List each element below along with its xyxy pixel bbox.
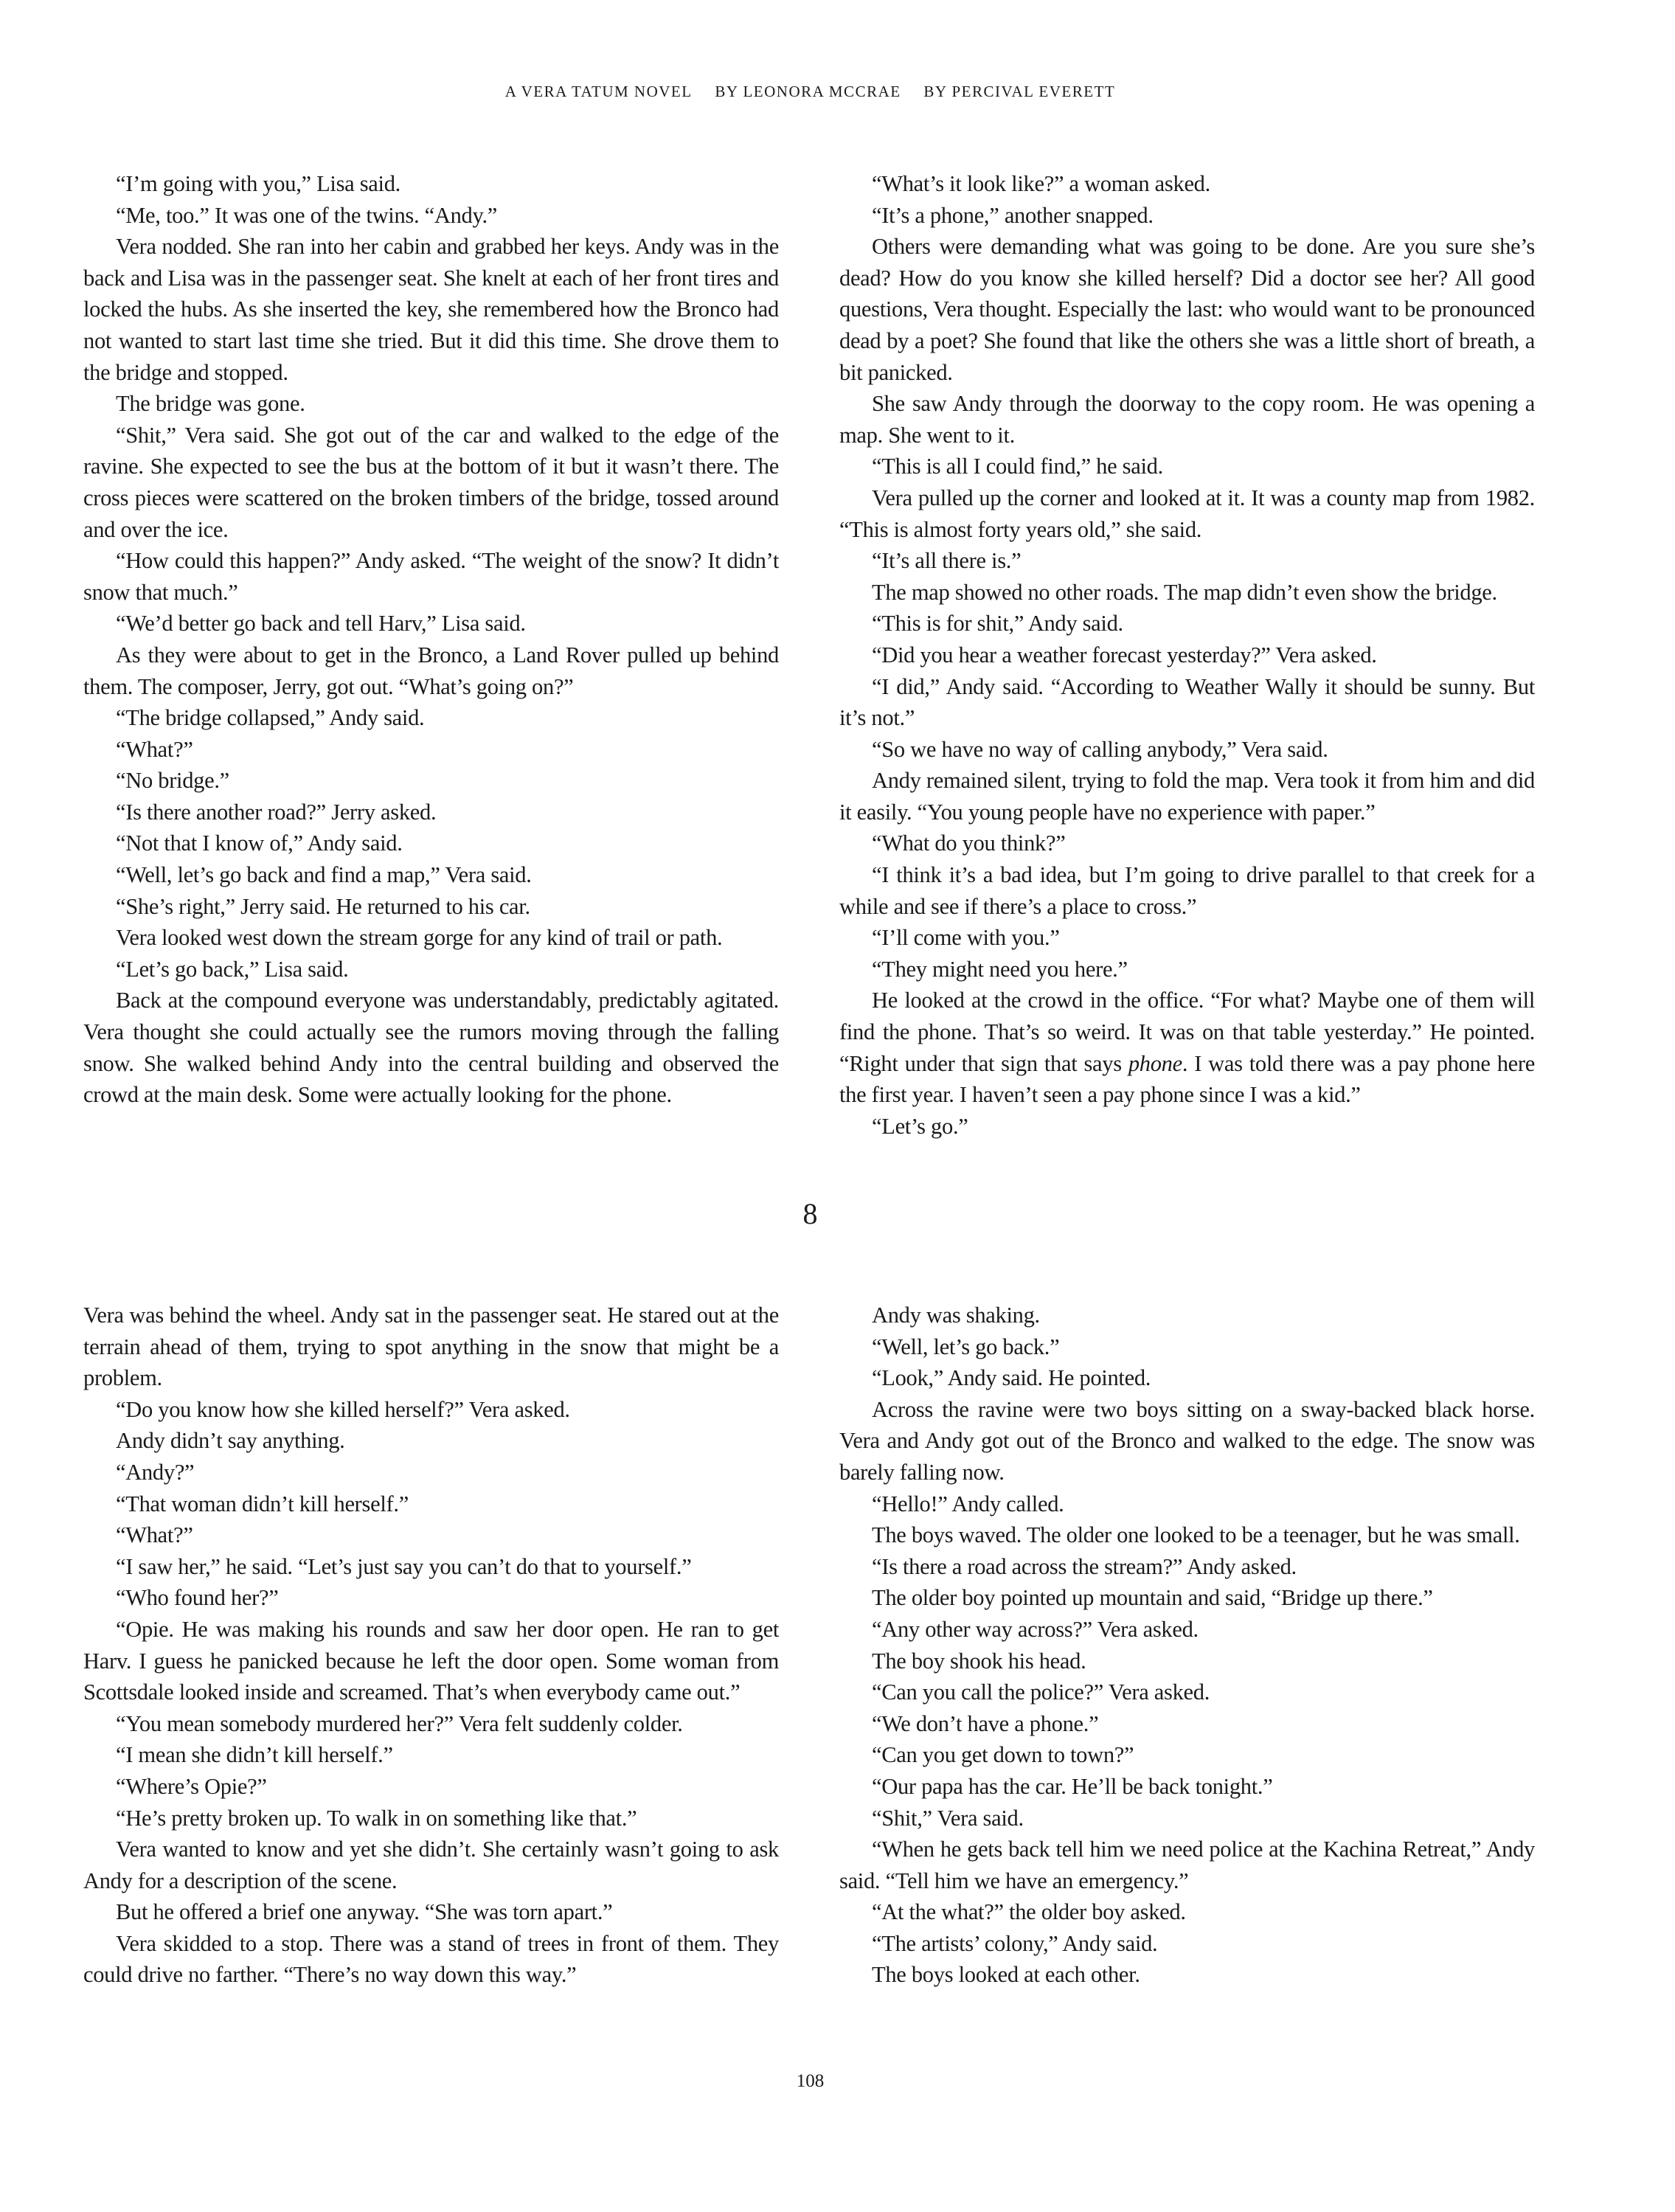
paragraph: “They might need you here.”: [872, 956, 1128, 982]
page-number: 108: [796, 2071, 825, 2091]
paragraph: “The bridge collapsed,” Andy said.: [116, 705, 425, 731]
paragraph: The boys waved. The older one looked to be a teenager, but he was small.: [872, 1522, 1520, 1548]
paragraph: As they were about to get in the Bronco, a Land Rover pulled up behind them. The composer, Jerry, got out. “What’s going on?”: [83, 642, 779, 699]
paragraph: “This is for shit,” Andy said.: [872, 611, 1123, 637]
running-head: [0, 83, 1620, 101]
paragraph: “Hello!” Andy called.: [872, 1491, 1064, 1516]
paragraph: “So we have no way of calling anybody,” Vera said.: [872, 736, 1328, 762]
paragraph: “Opie. He was making his rounds and saw her door open. He ran to get Harv. I guess he panicked because he left the door open. Some woman from Scottsdale looked inside and screamed. That’s when everybody came out.”: [83, 1616, 779, 1705]
paragraph: Back at the compound everyone was understandably, predictably agitated. Vera thought she could actually see the rumors moving through the falling snow. She walked behind Andy into the central building and observed the crowd at the main desk. Some were actually looking for the phone.: [83, 988, 779, 1108]
paragraph: “Who found her?”: [116, 1585, 279, 1611]
paragraph: “Let’s go.”: [872, 1113, 968, 1139]
author-credit: BY PERCIVAL EVERETT: [923, 83, 1116, 100]
paragraph: “I did,” Andy said. “According to Weather Wally it should be sunny. But it’s not.”: [839, 673, 1535, 731]
paragraph: “Shit,” Vera said. She got out of the car and walked to the edge of the ravine. She expected to see the bus at the bottom of it but it wasn’t there. The cross pieces were scattered on the broken timbers of the bridge, tossed around and over the ice.: [83, 422, 779, 542]
text: He looked at the crowd in the office. “For what? Maybe one of them will find the phone. That’s so weird. It was on that table yesterday.” He pointed. “Right under that sign that says: [839, 988, 1535, 1076]
author-credit: BY LEONORA MCCRAE: [715, 83, 901, 100]
paragraph: “Where’s Opie?”: [116, 1773, 267, 1799]
chapter-number: 8: [802, 1197, 818, 1230]
series-title: A VERA TATUM NOVEL: [504, 83, 693, 100]
paragraph: Vera skidded to a stop. There was a stand of trees in front of them. They could drive no farther. “There’s no way down this way.”: [83, 1930, 779, 1988]
section2-right-column: [839, 1300, 1535, 1991]
paragraph: “Well, let’s go back.”: [872, 1334, 1060, 1359]
paragraph: “Shit,” Vera said.: [872, 1805, 1024, 1831]
paragraph: “Well, let’s go back and find a map,” Vera said.: [116, 862, 532, 888]
paragraph: “He’s pretty broken up. To walk in on something like that.”: [116, 1805, 637, 1831]
paragraph: “What do you think?”: [872, 831, 1066, 856]
paragraph: But he offered a brief one anyway. “She was torn apart.”: [116, 1899, 613, 1925]
paragraph: “This is all I could find,” he said.: [872, 454, 1163, 479]
section2-left-column: [83, 1300, 779, 1991]
paragraph: Others were demanding what was going to be done. Are you sure she’s dead? How do you know she killed herself? Did a doctor see her? All good questions, Vera thought. Especially the last: who would want to be pronounced dead by a poet? She found that like the others she was a little short of breath, a bit panicked.: [839, 234, 1535, 385]
paragraph: “At the what?” the older boy asked.: [872, 1899, 1186, 1925]
paragraph: She saw Andy through the doorway to the copy room. He was opening a map. She went to it.: [839, 391, 1535, 448]
paragraph: “Is there another road?” Jerry asked.: [116, 799, 437, 825]
paragraph: “What?”: [116, 1522, 193, 1548]
paragraph: “I saw her,” he said. “Let’s just say you can’t do that to yourself.”: [116, 1553, 692, 1579]
paragraph: Vera wanted to know and yet she didn’t. She certainly wasn’t going to ask Andy for a description of the scene.: [83, 1837, 779, 1893]
paragraph: “Any other way across?” Vera asked.: [872, 1616, 1199, 1642]
paragraph: “Not that I know of,” Andy said.: [116, 831, 403, 856]
paragraph: “You mean somebody murdered her?” Vera felt suddenly colder.: [116, 1710, 683, 1736]
paragraph: “What?”: [116, 736, 193, 762]
section1-right-column: [839, 168, 1535, 1142]
paragraph: Vera pulled up the corner and looked at it. It was a county map from 1982. “This is almost forty years old,” she said.: [839, 485, 1535, 542]
paragraph: The older boy pointed up mountain and said, “Bridge up there.”: [872, 1585, 1433, 1611]
paragraph: “What’s it look like?” a woman asked.: [872, 171, 1210, 196]
paragraph: “Look,” Andy said. He pointed.: [872, 1365, 1151, 1391]
paragraph: The boys looked at each other.: [872, 1962, 1140, 1988]
paragraph: “I think it’s a bad idea, but I’m going to drive parallel to that creek for a while and see if there’s a place to cross.”: [839, 862, 1535, 919]
paragraph: Andy was shaking.: [872, 1303, 1040, 1328]
paragraph: “Can you call the police?” Vera asked.: [872, 1679, 1210, 1705]
paragraph: [839, 985, 1535, 1110]
paragraph: Vera looked west down the stream gorge for any kind of trail or path.: [116, 925, 723, 951]
paragraph: “Is there a road across the stream?” Andy asked.: [872, 1553, 1297, 1579]
paragraph: “It’s a phone,” another snapped.: [872, 202, 1154, 228]
paragraph: Across the ravine were two boys sitting on a sway-backed black horse. Vera and Andy got out of the Bronco and walked to the edge. The snow was barely falling now.: [839, 1396, 1535, 1485]
paragraph: “I’m going with you,” Lisa said.: [116, 171, 400, 196]
paragraph: “Can you get down to town?”: [872, 1742, 1134, 1768]
paragraph: Andy remained silent, trying to fold the map. Vera took it from him and did it easily. “You young people have no experience with paper.”: [839, 768, 1535, 825]
paragraph: “That woman didn’t kill herself.”: [116, 1491, 409, 1516]
paragraph: “We’d better go back and tell Harv,” Lisa said.: [116, 611, 526, 637]
paragraph: “How could this happen?” Andy asked. “The weight of the snow? It didn’t snow that much.”: [83, 548, 779, 605]
paragraph: Vera nodded. She ran into her cabin and grabbed her keys. Andy was in the back and Lisa was in the passenger seat. She knelt at each of her front tires and locked the hubs. As she inserted the key, she remembered how the Bronco had not wanted to start last time she tried. But it did this time. She drove them to the bridge and stopped.: [83, 234, 779, 385]
paragraph: The map showed no other roads. The map didn’t even show the bridge.: [872, 579, 1497, 605]
paragraph: “Our papa has the car. He’ll be back tonight.”: [872, 1773, 1273, 1799]
paragraph: “Andy?”: [116, 1459, 195, 1485]
paragraph: “I mean she didn’t kill herself.”: [116, 1742, 393, 1768]
paragraph: “I’ll come with you.”: [872, 925, 1060, 951]
paragraph: The bridge was gone.: [116, 391, 305, 417]
paragraph: Vera was behind the wheel. Andy sat in the passenger seat. He stared out at the terrain ahead of them, trying to spot anything in the snow that might be a problem.: [83, 1303, 779, 1391]
paragraph: “No bridge.”: [116, 768, 229, 794]
text: . I was told there was a pay phone here the first year. I haven’t seen a pay phone since I was a kid.”: [839, 1050, 1535, 1108]
paragraph: “The artists’ colony,” Andy said.: [872, 1930, 1158, 1956]
paragraph: “Me, too.” It was one of the twins. “Andy.”: [116, 202, 498, 228]
paragraph: “She’s right,” Jerry said. He returned to his car.: [116, 893, 530, 919]
paragraph: “We don’t have a phone.”: [872, 1710, 1099, 1736]
paragraph: “It’s all there is.”: [872, 548, 1022, 574]
section1-left-column: [83, 168, 779, 1111]
italic-word: phone: [1128, 1050, 1182, 1076]
paragraph: “Did you hear a weather forecast yesterday?” Vera asked.: [872, 642, 1377, 668]
paragraph: Andy didn’t say anything.: [116, 1428, 345, 1454]
paragraph: “Let’s go back,” Lisa said.: [116, 956, 349, 982]
paragraph: “When he gets back tell him we need police at the Kachina Retreat,” Andy said. “Tell him we have an emergency.”: [839, 1837, 1535, 1893]
paragraph: “Do you know how she killed herself?” Vera asked.: [116, 1396, 570, 1422]
paragraph: The boy shook his head.: [872, 1648, 1086, 1674]
